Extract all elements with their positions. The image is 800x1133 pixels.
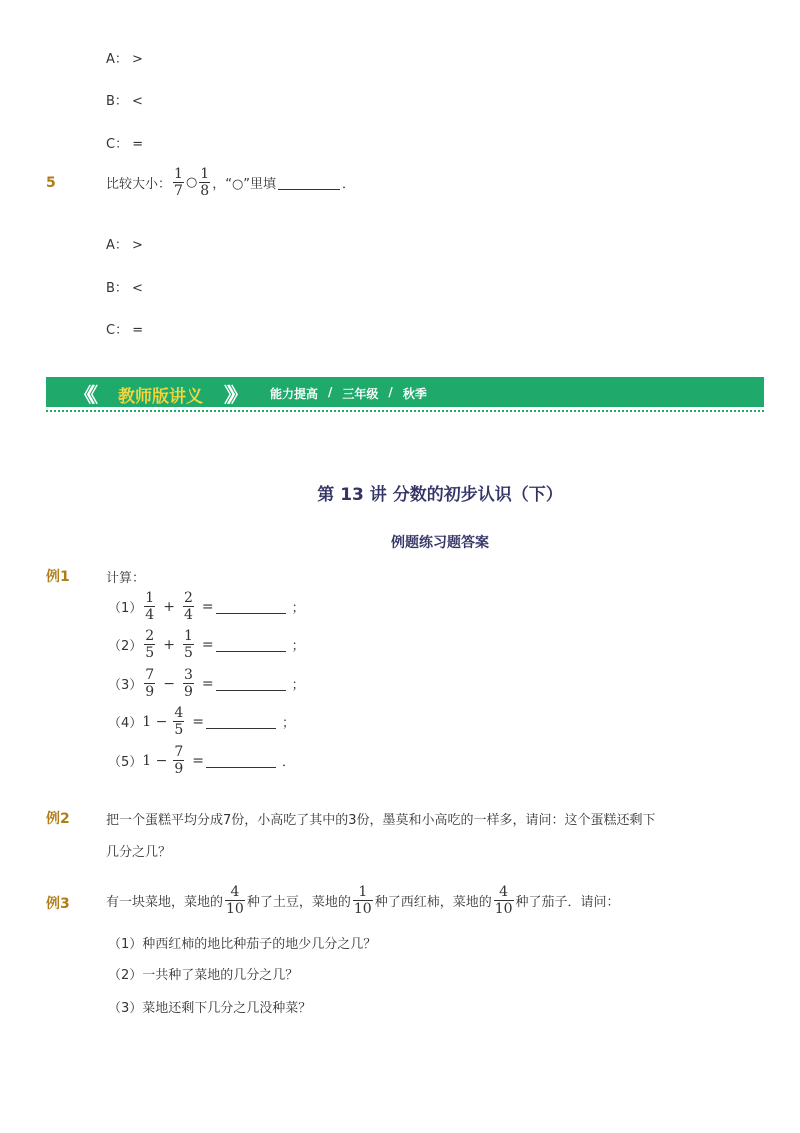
ex1-item-2: [108, 628, 305, 661]
q4-option-a: A： >: [106, 52, 143, 67]
q5-option-b: B： <: [106, 281, 143, 296]
equals: =: [201, 675, 214, 692]
q4-option-b: B： <: [106, 94, 143, 109]
banner-right-arrows: 》》: [224, 383, 242, 407]
fraction: $\frac{7}{9}$: [145, 667, 155, 700]
item-index: （3）: [108, 678, 143, 693]
answer-blank: [216, 638, 286, 652]
breadcrumb-season: 秋季: [402, 387, 427, 401]
example-3-label: 例3: [46, 896, 70, 912]
question-5-text: [106, 166, 355, 199]
example-1-label: 例1: [46, 569, 70, 585]
fraction: $\frac{1}{5}$: [183, 628, 193, 661]
fraction-potato: $\frac{4}{10}$: [226, 884, 244, 917]
breadcrumb-level: 能力提高: [270, 387, 319, 401]
answer-blank: [206, 715, 276, 729]
ex1-item-1: [108, 590, 305, 623]
lead-term: 1 −: [142, 752, 168, 769]
example-1-intro: 计算：: [106, 571, 146, 586]
answer-blank: [206, 754, 276, 768]
operator: +: [163, 636, 175, 653]
fraction: $\frac{4}{5}$: [174, 705, 184, 738]
operator: +: [163, 598, 175, 615]
q5-option-a: A： >: [106, 238, 143, 253]
ex3-text-1: 有一块菜地，菜地的: [106, 895, 224, 910]
ex1-item-3: [108, 667, 305, 700]
fraction: $\frac{2}{5}$: [145, 628, 155, 661]
example-3-sub-1: （1）种西红柿的地比种茄子的地少几分之几？: [108, 937, 377, 952]
fraction: $\frac{1}{4}$: [145, 590, 155, 623]
item-index: （4）: [108, 716, 143, 731]
ex1-item-4: [108, 705, 295, 738]
equals: =: [201, 598, 214, 615]
example-3-sub-2: （2）一共种了菜地的几分之几？: [108, 968, 299, 983]
example-2-line-2: 几分之几？: [106, 845, 172, 860]
item-index: （2）: [108, 639, 143, 654]
q5-option-c: C： =: [106, 323, 144, 338]
fraction: $\frac{2}{4}$: [183, 590, 193, 623]
item-index: （1）: [108, 601, 143, 616]
equals: =: [201, 636, 214, 653]
equals: =: [192, 713, 205, 730]
equals: =: [192, 752, 205, 769]
example-3-text: [106, 884, 620, 917]
q5-fraction-2: $\frac{1}{8}$: [200, 166, 210, 199]
q5-circle: ○: [185, 175, 198, 190]
punctuation: ；: [291, 639, 305, 654]
answer-blank: [216, 600, 286, 614]
fraction: $\frac{7}{9}$: [174, 744, 184, 777]
banner-title: 教师版讲义: [118, 387, 203, 407]
item-index: （5）: [108, 755, 143, 770]
q5-answer-blank: [278, 176, 340, 190]
teacher-banner: [46, 377, 764, 407]
operator: −: [163, 675, 175, 692]
fraction: $\frac{3}{9}$: [183, 667, 193, 700]
punctuation: ．: [282, 755, 296, 770]
banner-breadcrumb: [270, 385, 427, 402]
example-3-sub-3: （3）菜地还剩下几分之几没种菜？: [108, 1001, 312, 1016]
banner-divider: [46, 410, 764, 412]
breadcrumb-separator: /: [388, 385, 393, 399]
fraction-eggplant: $\frac{4}{10}$: [494, 884, 513, 917]
example-2-line-1: 把一个蛋糕平均分成7份，小高吃了其中的3份，墨莫和小高吃的一样多，请问：这个蛋糕还剩下: [106, 813, 656, 828]
q5-fraction-1: $\frac{1}{7}$: [174, 166, 183, 199]
q5-suffix-b: ．: [342, 177, 356, 192]
example-2-label: 例2: [46, 811, 70, 827]
section-title: 例题练习题答案: [391, 535, 489, 551]
banner-left-arrows: 《《: [74, 383, 92, 407]
ex1-item-5: [108, 744, 295, 777]
lecture-title: 第 13 讲 分数的初步认识（下）: [317, 485, 563, 505]
q5-suffix-a: ，“○”里填: [212, 177, 277, 192]
lead-term: 1 −: [142, 713, 168, 730]
ex3-text-2: 种了土豆，菜地的: [246, 895, 351, 910]
q5-prefix: 比较大小：: [106, 177, 172, 192]
punctuation: ；: [291, 601, 305, 616]
question-number-5: 5: [46, 175, 56, 191]
breadcrumb-grade: 三年级: [342, 387, 379, 401]
q4-option-c: C： =: [106, 137, 144, 152]
punctuation: ；: [291, 678, 305, 693]
breadcrumb-separator: /: [328, 385, 333, 399]
ex3-text-3: 种了西红柿，菜地的: [374, 895, 492, 910]
answer-blank: [216, 677, 286, 691]
ex3-text-4: 种了茄子．请问：: [515, 895, 620, 910]
punctuation: ；: [282, 716, 296, 731]
fraction-tomato: $\frac{1}{10}$: [353, 884, 372, 917]
